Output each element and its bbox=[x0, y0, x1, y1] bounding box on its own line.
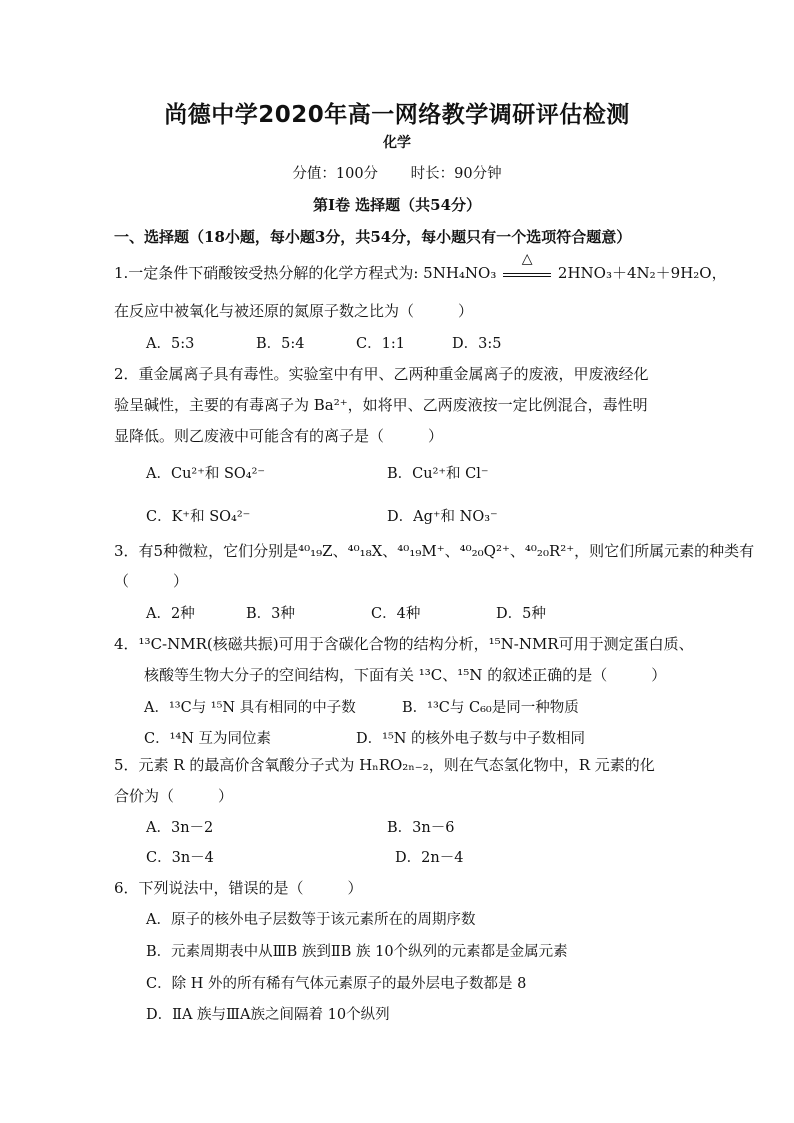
question-2-line-1: 2．重金属离子具有毒性。实验室中有甲、乙两种重金属离子的废液，甲废液经化 bbox=[114, 365, 649, 383]
exam-meta bbox=[0, 162, 794, 183]
q2-option-c: C．K⁺和 SO₄²⁻ bbox=[146, 509, 251, 525]
q4-option-d: D．¹⁵N 的核外电子数与中子数相同 bbox=[356, 731, 586, 747]
question-2-line-3: 显降低。则乙废液中可能含有的离子是（ ） bbox=[114, 427, 444, 445]
q5-option-d: D．2n－4 bbox=[395, 850, 464, 866]
q1-option-c: C．1:1 bbox=[356, 336, 405, 352]
q6-option-c: C．除 H 外的所有稀有气体元素原子的最外层电子数都是 8 bbox=[146, 976, 527, 992]
q3-option-d: D．5种 bbox=[496, 606, 546, 622]
score-info: 分值：100分 bbox=[292, 166, 379, 182]
question-5-line-2: 合价为（ ） bbox=[114, 787, 234, 805]
q1-option-a: A．5:3 bbox=[146, 336, 195, 352]
q3-option-c: C．4种 bbox=[371, 606, 421, 622]
q3-option-b: B．3种 bbox=[246, 606, 295, 622]
q4-option-b: B．¹³C与 C₆₀是同一种物质 bbox=[402, 700, 579, 716]
q5-option-a: A．3n－2 bbox=[146, 820, 214, 836]
equation-reactant: 5NH₄NO₃ bbox=[423, 264, 497, 282]
question-6-stem: 6．下列说法中，错误的是（ ） bbox=[114, 879, 363, 897]
q2-option-b: B．Cu²⁺和 Cl⁻ bbox=[387, 466, 489, 482]
q3-option-a: A．2种 bbox=[146, 606, 195, 622]
duration-info: 时长：90分钟 bbox=[410, 166, 502, 182]
reaction-arrow bbox=[503, 251, 551, 277]
question-4-line-1: 4．¹³C-NMR(核磁共振)可用于含碳化合物的结构分析，¹⁵N-NMR可用于测定蛋白质、 bbox=[114, 635, 694, 653]
question-5-line-1: 5．元素 R 的最高价含氧酸分子式为 HₙRO₂ₙ₋₂，则在气态氢化物中，R 元素的化 bbox=[114, 756, 655, 774]
question-1-stem: 1.一定条件下硝酸铵受热分解的化学方程式为: 5NH₄NO₃ △ 2HNO₃＋4N₂＋9H₂O， bbox=[114, 251, 727, 282]
question-3-line-1: 3．有5种微粒，它们分别是⁴⁰₁₉Z、⁴⁰₁₈X、⁴⁰₁₉M⁺、⁴⁰₂₀Q²⁺、⁴⁰₂₀R²⁺，则它们所属元素的种类有 bbox=[114, 542, 755, 560]
q1-option-d: D．3:5 bbox=[452, 336, 502, 352]
exam-title: 尚德中学2020年高一网络教学调研评估检测 bbox=[164, 102, 630, 128]
q6-option-d: D．ⅡA 族与ⅢA族之间隔着 10个纵列 bbox=[146, 1007, 390, 1023]
question-3-line-2: （ ） bbox=[114, 572, 189, 590]
q1-option-b: B．5:4 bbox=[256, 336, 305, 352]
question-2-line-2: 验呈碱性，主要的有毒离子为 Ba²⁺，如将甲、乙两废液按一定比例混合，毒性明 bbox=[114, 396, 648, 414]
q2-option-d: D．Ag⁺和 NO₃⁻ bbox=[387, 509, 498, 525]
q5-option-b: B．3n－6 bbox=[387, 820, 455, 836]
q2-option-a: A．Cu²⁺和 SO₄²⁻ bbox=[146, 466, 266, 482]
question-1-stem-cont: 在反应中被氧化与被还原的氮原子数之比为（ ） bbox=[114, 302, 474, 320]
equation-products: 2HNO₃＋4N₂＋9H₂O， bbox=[557, 264, 727, 282]
section-heading: 一、选择题（18小题，每小题3分，共54分，每小题只有一个选项符合题意） bbox=[114, 228, 632, 246]
q4-option-c: C．¹⁴N 互为同位素 bbox=[144, 731, 272, 747]
q6-option-a: A．原子的核外电子层数等于该元素所在的周期序数 bbox=[146, 912, 476, 928]
volume-heading: 第Ⅰ卷 选择题（共54分） bbox=[312, 196, 482, 214]
q6-option-b: B．元素周期表中从ⅢB 族到ⅡB 族 10个纵列的元素都是金属元素 bbox=[146, 944, 568, 960]
q4-option-a: A．¹³C与 ¹⁵N 具有相同的中子数 bbox=[144, 700, 356, 716]
heat-condition-symbol: △ bbox=[521, 251, 533, 267]
subject-label: 化学 bbox=[383, 135, 411, 151]
question-4-line-2: 核酸等生物大分子的空间结构，下面有关 ¹³C、¹⁵N 的叙述正确的是（ ） bbox=[144, 666, 667, 684]
q5-option-c: C．3n－4 bbox=[146, 850, 214, 866]
